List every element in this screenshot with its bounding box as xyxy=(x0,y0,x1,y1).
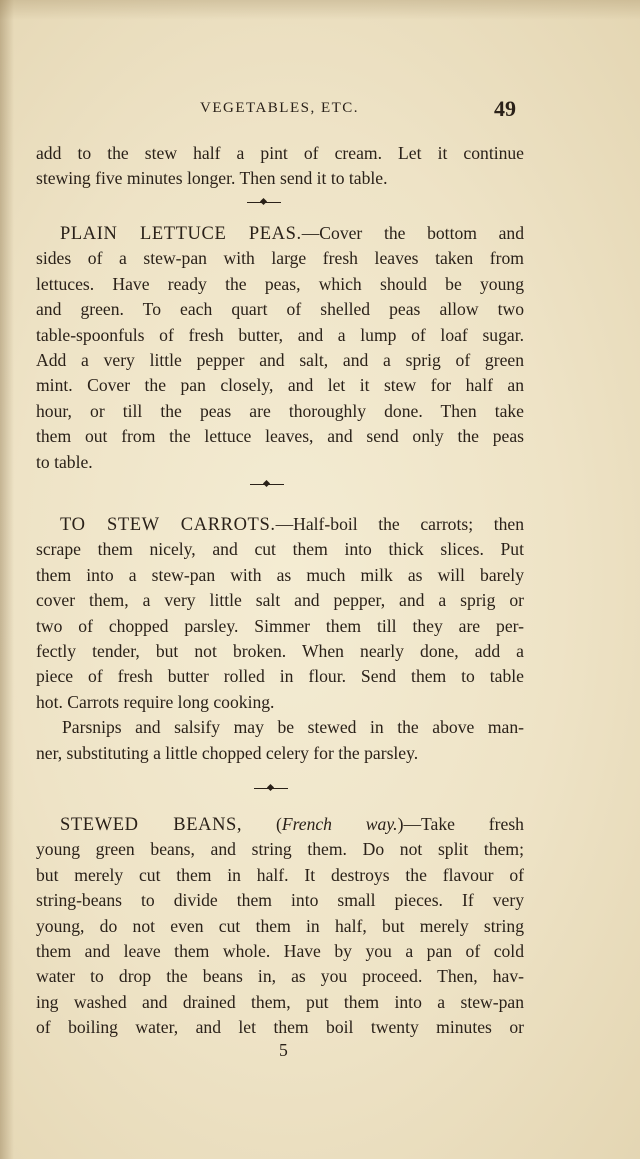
text-line: ner, substituting a little chopped celery for the parsley. xyxy=(36,742,419,763)
text-line xyxy=(36,715,524,740)
text-line: ing washed and drained them, put them into a stew-pan xyxy=(36,991,524,1012)
recipe-stewed-beans xyxy=(36,812,524,1041)
recipe-title: PLAIN LETTUCE PEAS. xyxy=(60,224,302,244)
text-line: Add a very little pepper and salt, and a sprig of green xyxy=(36,349,524,370)
text-line: water to drop the beans in, as you proceed. Then, hav- xyxy=(36,966,524,987)
text-line: mint. Cover the pan closely, and let it stew for half an xyxy=(36,375,524,396)
running-head: VEGETABLES, ETC. xyxy=(200,100,360,116)
text-line: them out from the lettuce leaves, and send only the peas xyxy=(36,426,524,447)
recipe-title: STEWED BEANS, xyxy=(60,815,243,835)
text-line: two of chopped parsley. Simmer them till they are per- xyxy=(36,615,524,636)
text-line: young green beans, and string them. Do not split them; xyxy=(36,839,524,860)
text-line: hour, or till the peas are thoroughly done. Then take xyxy=(36,400,524,421)
page-number: 49 xyxy=(494,96,516,121)
text-line: piece of fresh butter rolled in flour. Send them to table xyxy=(36,666,524,687)
text-line: string-beans to divide them into small pieces. If very xyxy=(36,890,524,911)
recipe-subtitle: French way. xyxy=(281,814,398,834)
recipe-first-line xyxy=(36,221,524,246)
text-line: sides of a stew-pan with large fresh leaves taken from xyxy=(36,248,524,269)
recipe-title: TO STEW CARROTS. xyxy=(60,515,276,535)
text-line: fectly tender, but not broken. When nearly done, add a xyxy=(36,640,524,661)
text-fragment: —Take fresh xyxy=(403,814,524,834)
text-line: stewing five minutes longer. Then send it to table. xyxy=(36,168,388,189)
recipe-first-line xyxy=(36,812,524,837)
text-line: table-spoonfuls of fresh butter, and a lump of loaf sugar. xyxy=(36,324,524,345)
text-line: of boiling water, and let them boil twenty minutes or xyxy=(36,1017,524,1038)
section-divider xyxy=(254,784,288,794)
text-fragment: Parsnips and salsify may be stewed in the above man- xyxy=(62,717,524,738)
text-fragment: —Half-boil the carrots; then xyxy=(275,514,524,534)
text-line: cover them, a very little salt and pepper, and a sprig or xyxy=(36,590,524,611)
text-fragment: ) xyxy=(397,814,404,834)
recipe-first-line xyxy=(36,512,524,537)
text-line: them into a stew-pan with as much milk as will barely xyxy=(36,564,524,585)
signature-mark: 5 xyxy=(279,1040,288,1060)
section-divider xyxy=(250,480,284,490)
text-line: to table. xyxy=(36,451,93,472)
continuation-paragraph xyxy=(36,141,524,192)
recipe-plain-lettuce-peas xyxy=(36,221,524,475)
text-fragment: —Cover the bottom and xyxy=(301,223,524,243)
text-line: hot. Carrots require long cooking. xyxy=(36,691,275,712)
text-line: them and leave them whole. Have by you a pan of cold xyxy=(36,940,524,961)
text-line: add to the stew half a pint of cream. Let it continue xyxy=(36,143,524,163)
text-line: and green. To each quart of shelled peas allow two xyxy=(36,299,524,320)
text-line: lettuces. Have ready the peas, which should be young xyxy=(36,273,524,294)
text-line: but merely cut them in half. It destroys the flavour of xyxy=(36,864,524,885)
text-fragment: ( xyxy=(275,814,282,834)
text-line: young, do not even cut them in half, but merely string xyxy=(36,915,524,936)
text-line: scrape them nicely, and cut them into thick slices. Put xyxy=(36,539,524,560)
recipe-to-stew-carrots xyxy=(36,512,524,766)
section-divider xyxy=(247,198,281,208)
